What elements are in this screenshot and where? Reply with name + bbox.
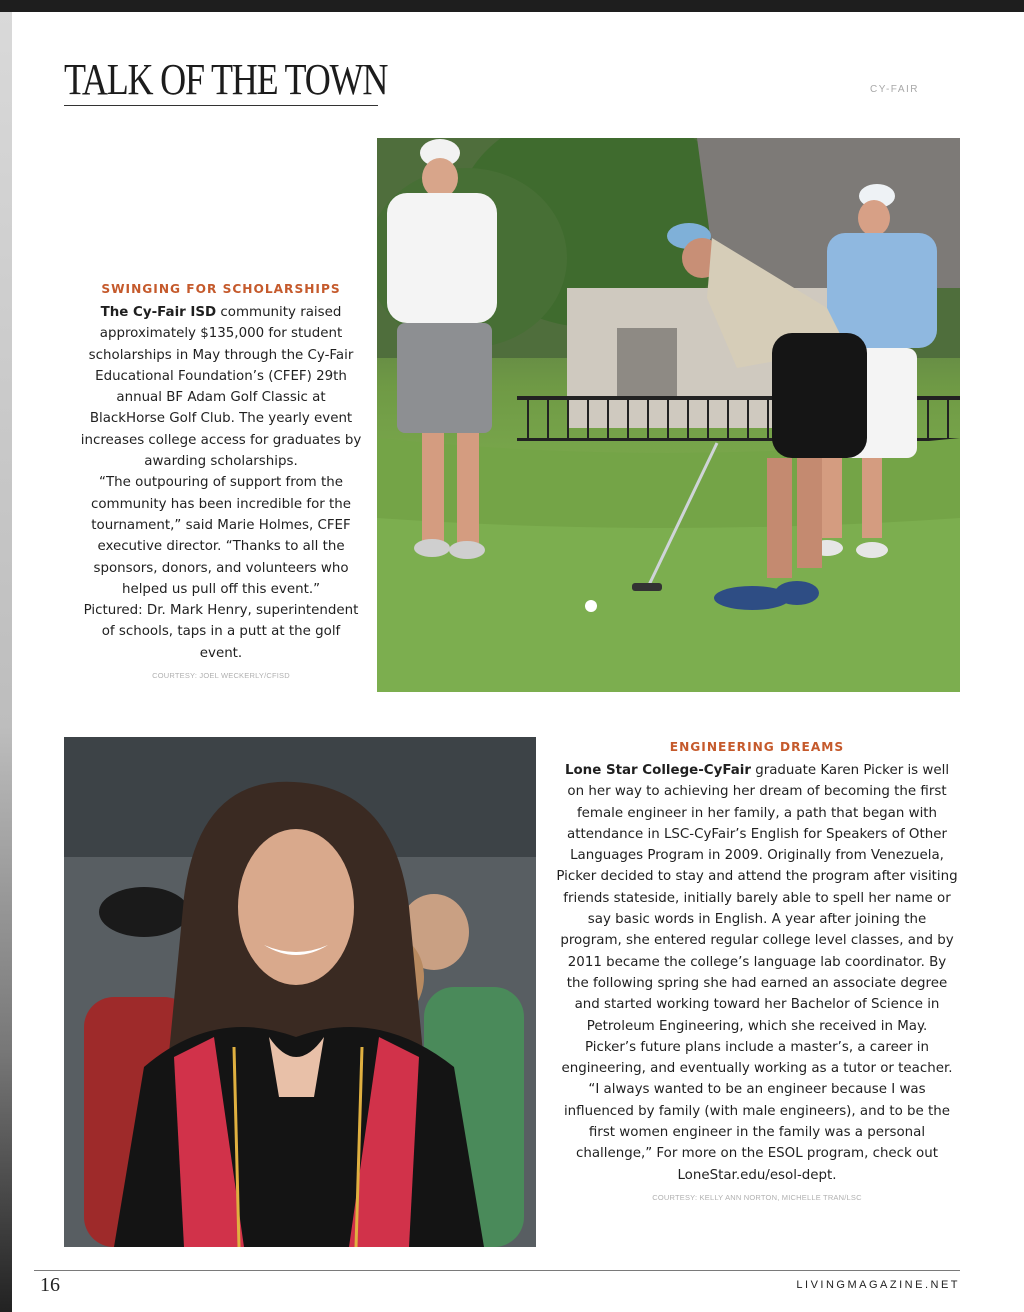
site-url: LIVINGMAGAZINE.NET [796,1279,960,1291]
article-lead: Lone Star College-CyFair [564,763,751,778]
article-engineering-dreams [556,738,958,1204]
title-underline [64,105,378,106]
section-label: CY-FAIR [870,84,920,95]
article-quote: “The outpouring of support from the community has been incredible for the tournament,” said Marie Holmes, CFEF executive director. “Thanks to all the sponsors, donors, and volunteers who helped us pull off this event.” [90,475,351,597]
article-text: graduate Karen Picker is well on her way to achieving her dream of becoming the first female engineer in her family, a path that began with attendance in LSC-CyFair’s English for Speakers of Other Languages Program in 2009. Originally from Venezuela, Picker decided to stay and attend the program after visiting friends stateside, initially barely able to spell her name or say basic words in English. A year after joining the program, she entered regular college level classes, and by 2011 became the college’s language lab coordinator. By the following spring she had earned an associate degree and started working toward her Bachelor of Science in Petroleum Engineering, which she received in May. [556,763,958,1034]
page-edge-shadow [0,12,12,1312]
footer-rule [34,1270,960,1271]
page-title: TALK OF THE TOWN [64,55,388,104]
article-kicker: ENGINEERING DREAMS [669,740,845,754]
article-text: community raised approximately $135,000 for student scholarships in May through the Cy-Fair Educational Foundation’s (CFEF) 29th annual BF Adam Golf Classic at BlackHorse Golf Club. The yearly event increases college access for graduates by awarding scholarships. [80,305,362,470]
photo-credit: COURTESY: KELLY ANN NORTON, MICHELLE TRAN/LSC [652,1192,862,1202]
article-swinging-for-scholarships [80,280,362,682]
golf-scene-illustration [377,138,960,692]
page-number: 16 [40,1274,60,1296]
article-lead: The Cy-Fair ISD [100,305,217,320]
graduate-portrait-illustration [64,737,536,1247]
article-kicker: SWINGING FOR SCHOLARSHIPS [101,282,341,296]
article-body [556,760,958,1037]
photo-credit: COURTESY: JOEL WECKERLY/CFISD [152,671,290,681]
graduate-photo [64,737,536,1247]
photo-caption: Pictured: Dr. Mark Henry, superintendent of schools, taps in a putt at the golf event. [83,603,359,661]
article-body [80,302,362,472]
top-border [0,0,1024,12]
article-body-continued: Picker’s future plans include a master’s, a career in engineering, and eventually working as a tutor or teacher. “I always wanted to be an engineer because I was influenced by family (with male engineers), and to be the first women engineer in the family was a personal challenge,” For more on the ESOL program, check out LoneStar.edu/esol-dept. [561,1039,953,1183]
golf-photo [377,138,960,692]
